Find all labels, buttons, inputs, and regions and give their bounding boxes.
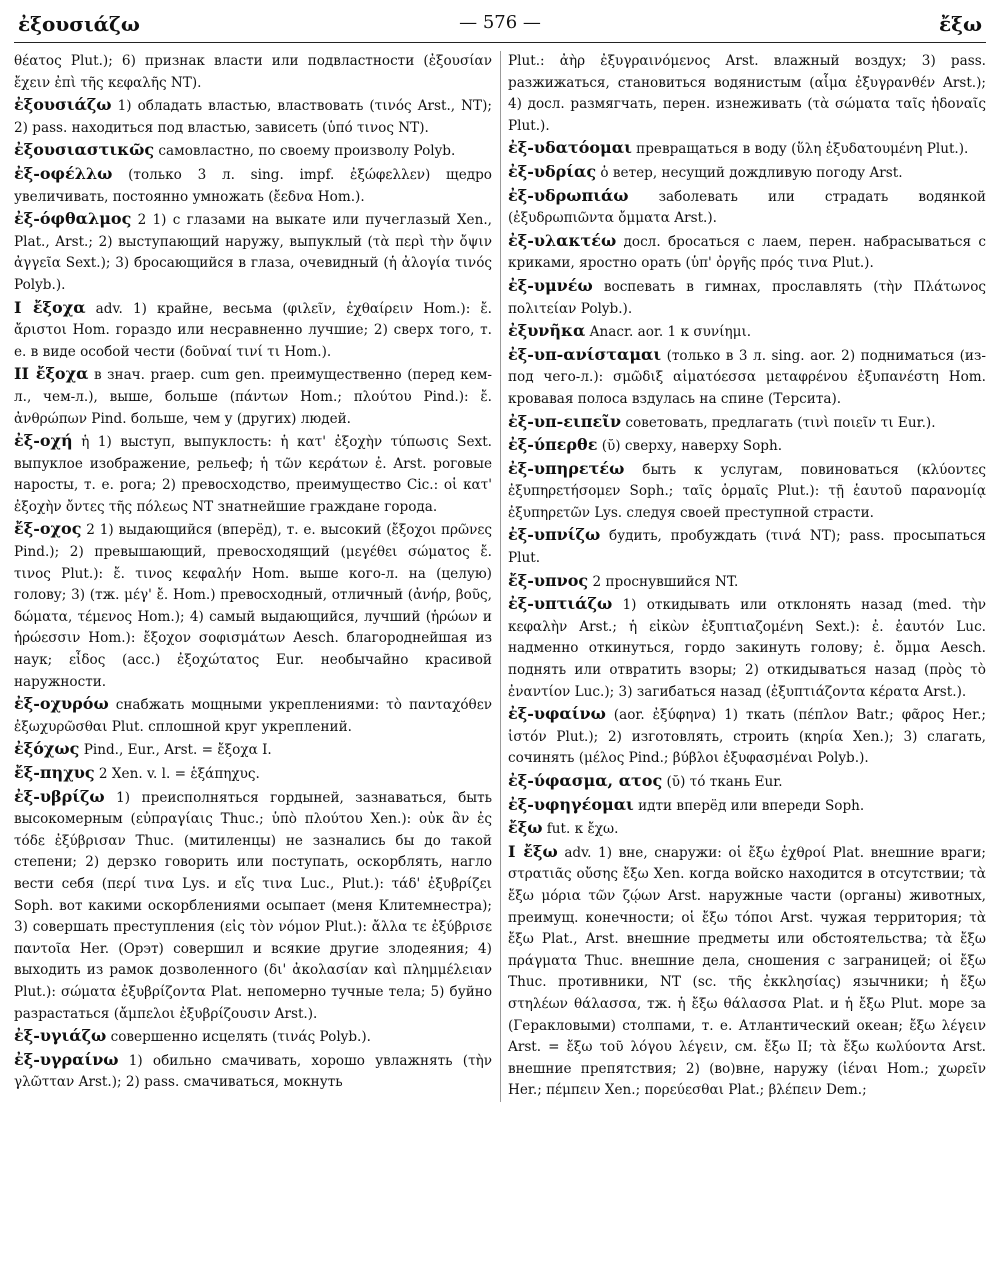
entry-definition: 2 1) выдающийся (вперёд), т. е. высокий (ἔξοχοι πρῶνες Pind.); 2) превышающий, превосходящий (μεγέθει σώματος ἔ. τινος Plut.): ἔ. τινος κεφαλήν Hom. выше кого-л. на (целую) голову; 3) (тж. μέγ' ἔ. Hom.) превосходный, отличный (ἀνήρ, βοῦς, δώματα, τέμενος Hom.); 4) самый выдающийся, лучший (ἡρώων и ἡρώεσσιν Hom.): ἔξοχον σοφισμάτων Aesch. благороднейшая из наук; εἶδος (acc.) ἐξοχώτατος Eur. необычайно красивой наружности. [14, 522, 492, 690]
entry-definition: 1) обладать властью, властвовать (τινός Arst., NT); 2) pass. находиться под властью, зависеть (ὑπό τινος NT). [14, 98, 492, 136]
entry-headword: ἐξουσιάζω [14, 95, 112, 115]
dictionary-entry [508, 593, 986, 703]
dictionary-entry [508, 434, 986, 458]
dictionary-entry [14, 738, 492, 762]
dictionary-entry [14, 208, 492, 296]
entry-headword: ἐξ-υπτιάζω [508, 594, 613, 614]
running-head-left: ἐξουσιάζω [18, 12, 140, 36]
entry-headword: ἔξω [508, 818, 543, 838]
column-divider [500, 51, 501, 1102]
dictionary-entry [14, 1049, 492, 1094]
entry-headword: ἐξ-υβρίζω [14, 786, 105, 806]
entry-definition: совершенно исцелять (τινάς Polyb.). [106, 1029, 372, 1046]
right-column [508, 51, 986, 1102]
entry-headword: ἐξ-υδρωπιάω [508, 185, 629, 205]
dictionary-entry [508, 137, 986, 161]
entry-definition: самовластно, по своему произволу Polyb. [154, 143, 456, 160]
dictionary-entry [14, 1025, 492, 1049]
entry-headword: ἐξ-υδρίας [508, 161, 597, 181]
entry-headword: ἐξ-υδατόομαι [508, 138, 632, 158]
entry-definition: (ῠ) сверху, наверху Soph. [597, 438, 783, 455]
running-head-right: ἔξω [938, 12, 982, 36]
left-column [14, 51, 492, 1102]
entry-headword: ἐξ-υπνίζω [508, 525, 601, 545]
entry-definition: θέατος Plut.); 6) признак власти или подвластности (ἐξουσίαν ἔχειν ἐπὶ τῆς κεφαλῆς NT). [14, 53, 492, 91]
entry-headword: I ἔξοχα [14, 297, 86, 317]
dictionary-entry [14, 51, 492, 94]
entry-definition: 2 1) с глазами на выкате или пучеглазый Xen., Plat., Arst.; 2) выступающий наружу, выпуклый (τὰ περὶ τὴν ὄψιν ἀγγεῖα Sext.); 3) бросающийся в глаза, очевидный (ἡ ἀλογία τινός Polyb.). [14, 212, 492, 293]
entry-definition: (aor. ἐξύφηνα) 1) ткать (πέπλον Batr.; φᾶρος Her.; ἱστόν Plut.); 2) изготовлять, строить (κηρία Xen.); 3) слагать, сочинять (μέλος Pind.; βύβλοι ἐξυφασμέναι Polyb.). [508, 707, 986, 767]
dictionary-entry [508, 230, 986, 275]
dictionary-entry [14, 363, 492, 430]
dictionary-entry [508, 161, 986, 185]
entry-definition: adv. 1) крайне, весьма (φιλεῖν, ἐχθαίρειν Hom.): ἔ. ἄριστοι Hom. гораздо или несравненно лучшие; 2) сверх того, т. е. в виде особой чести (δοῦναί τινί τι Hom.). [14, 300, 492, 360]
dictionary-entry [14, 762, 492, 786]
entry-definition: fut. к ἔχω. [542, 821, 619, 838]
dictionary-entry [508, 794, 986, 818]
entry-headword: ἐξ-όφθαλμος [14, 209, 132, 229]
dictionary-entry [14, 518, 492, 693]
dictionary-entry [508, 51, 986, 137]
dictionary-entry [14, 693, 492, 738]
entry-headword: ἐξ-υλακτέω [508, 230, 617, 250]
dictionary-entry [14, 297, 492, 364]
entry-headword: ἐξουσιαστικῶς [14, 140, 155, 160]
entry-headword: I ἔξω [508, 841, 558, 861]
entry-headword: ἐξ-ύπερθε [508, 435, 598, 455]
entry-definition: будить, пробуждать (τινά NT); pass. просыпаться Plut. [508, 528, 986, 567]
entry-definition: (ῠ) τό ткань Eur. [662, 774, 783, 790]
entry-headword: ἔξ-υπνος [508, 570, 589, 590]
entry-definition: идти вперёд или впереди Soph. [633, 797, 865, 814]
entry-definition: 2 проснувшийся NT. [588, 573, 739, 590]
entry-headword: ἐξ-υπηρετέω [508, 458, 625, 478]
entry-definition: Pind., Eur., Arst. = ἔξοχα I. [79, 742, 272, 759]
entry-headword: ἐξ-ύφασμα, ατος [508, 771, 663, 790]
entry-headword: ἐξ-οχή [14, 431, 73, 451]
entry-definition: досл. бросаться с лаем, перен. набрасываться с криками, яростно орать (ὑπ' ὀργῆς πρός τινα Plut.). [508, 233, 986, 272]
entry-definition: Plut.: ἀὴρ ἐξυγραινόμενος Arst. влажный воздух; 3) pass. разжижаться, становиться водянистым (αἷμα ἐξυγρανθέν Arst.); 4) досл. размягчать, перен. изнеживать (τὰ σώματα ταῖς ἡδοναῖς Plut.). [508, 53, 986, 134]
page-number: — 576 — [459, 12, 541, 33]
dictionary-entry [508, 703, 986, 770]
entry-definition: 2 Xen. v. l. = ἑξάπηχυς. [94, 766, 260, 782]
page-header [14, 12, 986, 43]
entry-definition: воспевать в гимнах, прославлять (τὴν Πλάτωνος πολιτείαν Polyb.). [508, 278, 986, 317]
dictionary-entry [508, 817, 986, 841]
dictionary-entry [14, 786, 492, 1026]
dictionary-entry [508, 570, 986, 594]
dictionary-entry [508, 275, 986, 320]
dictionary-entry [508, 411, 986, 435]
entry-definition: 1) обильно смачивать, хорошо увлажнять (τὴν γλῶτταν Arst.); 2) pass. смачиваться, мокнуть [14, 1052, 492, 1091]
dictionary-entry [14, 94, 492, 139]
entry-definition: adv. 1) вне, снаружи: οἱ ἔξω ἐχθροί Plat. внешние враги; στρατιᾶς οὔσης ἔξω Xen. когда войско находится в отсутствии; τὰ ἔξω μόρια τῶν ζῴων Arst. наружные части (органы) животных, преимущ. конечности; οἱ ἔξω τόποι Arst. чужая территория; τὰ ἔξω Plat., Arst. внешние предметы или обстоятельства; τὰ ἔξω πράγματα Thuc. внешние дела, сношения с заграницей; οἱ ἔξω Thuc. противники, NT (sc. τῆς ἐκκλησίας) язычники; ἡ ἔξω στηλέων θάλασσα, тж. ἡ ἔξω θάλασσα Plat. и ἡ ἔξω Plut. море за (Геракловыми) столпами, т. е. Атлантический океан; ἔξω λέγειν Arst. = ἔξω τοῦ λόγου λέγειν, см. ἔξω II; τὰ ἔξω κωλύοντα Arst. внешние препятствия; 2) (во)вне, наружу (ἰέναι Hom.; χωρεῖν Her.; πέμπειν Xen.; πορεύεσθαι Plat.; βλέπειν Dem.; [508, 844, 987, 1099]
columns [14, 51, 986, 1102]
entry-headword: ἐξ-υγραίνω [14, 1049, 119, 1069]
dictionary-entry [508, 770, 986, 794]
dictionary-entry [508, 458, 986, 525]
entry-definition: Anacr. aor. 1 к συνίημι. [585, 324, 752, 341]
dictionary-entry [508, 841, 986, 1102]
entry-headword: ἐξυνῆκα [508, 321, 586, 341]
dictionary-entry [14, 430, 492, 518]
dictionary-entry [14, 139, 492, 163]
dictionary-entry [508, 524, 986, 569]
entry-definition: быть к услугам, повиноваться (κλύοντες ἐξυπηρετήσομεν Soph.; ταῖς ὁρμαῖς Plut.): τῇ ἑαυτοῦ παρανομίᾳ ἐξυπηρετῶν Lys. следуя своей преступной страсти. [508, 461, 986, 521]
entry-definition: снабжать мощными укреплениями: τὸ πανταχόθεν ἐξωχυρῶσθαι Plut. сплошной круг укреплений. [14, 697, 492, 735]
entry-headword: ἐξ-υπ-ειπεῖν [508, 411, 622, 431]
entry-definition: в знач. praep. cum gen. преимущественно (перед кем-л., чем-л.), выше, больше (πάντων Hom.; πλούτου Pind.): ἔ. ἀνθρώπων Pind. больше, чем у (других) людей. [14, 367, 492, 427]
entry-definition: 1) откидывать или отклонять назад (med. τὴν κεφαλὴν Arst.; ἡ εἰκὼν ἐξυπτιαζομένη Sext.): ἐ. ἑαυτόν Luc. надменно откинуться, гордо закинуть голову; ἐ. ὄμμα Aesch. поднять или отвратить взоры; 2) откидываться назад (πρὸς τὸ ἐναντίον Luc.); 3) загибаться назад (ἐξυπτιάζοντα κέρατα Arst.). [508, 597, 986, 700]
entry-headword: ἐξ-υγιάζω [14, 1026, 107, 1046]
entry-headword: ἐξ-υμνέω [508, 275, 593, 295]
entry-headword: ἔξ-οχος [14, 519, 82, 539]
entry-definition: заболевать или страдать водянкой (ἐξυδρωπιῶντα ὄμματα Arst.). [508, 188, 986, 227]
entry-headword: ἐξόχως [14, 739, 80, 759]
entry-headword: ἐξ-υφαίνω [508, 704, 606, 724]
dictionary-entry [508, 344, 986, 411]
entry-headword: ἔξ-πηχυς [14, 763, 95, 782]
entry-definition: (только 3 л. sing. impf. ἐξώφελλεν) щедро увеличивать, постоянно умножать (ἔεδνα Hom.). [14, 166, 492, 205]
entry-definition: превращаться в воду (ὕλη ἐξυδατουμένη Plut.). [631, 141, 969, 158]
entry-headword: ἐξ-υφηγέομαι [508, 794, 634, 814]
entry-headword: ἐξ-οφέλλω [14, 163, 113, 183]
entry-definition: (только в 3 л. sing. aor. 2) подниматься (из-под чего-л.): σμῶδιξ αἱματόεσσα μεταφρένου ἐξυπανέστη Hom. кровавая полоса вздулась на спине (Терсита). [508, 347, 986, 407]
entry-definition: ὁ ветер, несущий дождливую погоду Arst. [596, 164, 903, 181]
dictionary-entry [508, 320, 986, 344]
entry-headword: ἐξ-οχυρόω [14, 694, 109, 714]
entry-definition: ἡ 1) выступ, выпуклость: ἡ κατ' ἐξοχὴν τύπωσις Sext. выпуклое изображение, рельеф; ἡ τῶν κεράτων ἐ. Arst. роговые наросты, т. е. рога; 2) превосходство, преимущество Cic.: οἱ κατ' ἐξοχὴν ὄντες τῆς πόλεως NT знатнейшие граждане города. [14, 434, 492, 515]
dictionary-entry [14, 163, 492, 208]
entry-headword: II ἔξοχα [14, 364, 89, 384]
entry-headword: ἐξ-υπ-ανίσταμαι [508, 344, 662, 364]
entry-definition: 1) преисполняться гордыней, зазнаваться, быть высокомерным (εὐπραγίαις Thuc.; ὑπὸ πλούτου Xen.): οὐκ ἂν ἐς τόδε ἐξύβρισαν Thuc. (митиленцы) не зазнались бы до такой степени; 2) дерзко говорить или поступать, оскорблять, нагло вести себя (περί τινα Lys. и εἴς τινα Luc., Plut.): τάδ' ἐξυβρίζει Soph. вот какими оскорблениями осыпает (меня Клитемнестра); 3) совершать преступления (εἰς τὸν νόμον Plut.): ἄλλα τε ἐξύβρισε παντοῖα Her. (Орэт) совершил и всякие другие злодеяния; 4) выходить из рамок дозволенного (δι' ἀκολασίαν καὶ πλημμέλειαν Plut.): σώματα ἐξυβρίζοντα Plat. непомерно тучные тела; 5) буйно разрастаться (ἄμπελοι ἐξυβρίζουσιν Arst.). [14, 789, 492, 1022]
dictionary-entry [508, 185, 986, 230]
entry-definition: советовать, предлагать (τινὶ ποιεῖν τι Eur.). [621, 414, 936, 431]
